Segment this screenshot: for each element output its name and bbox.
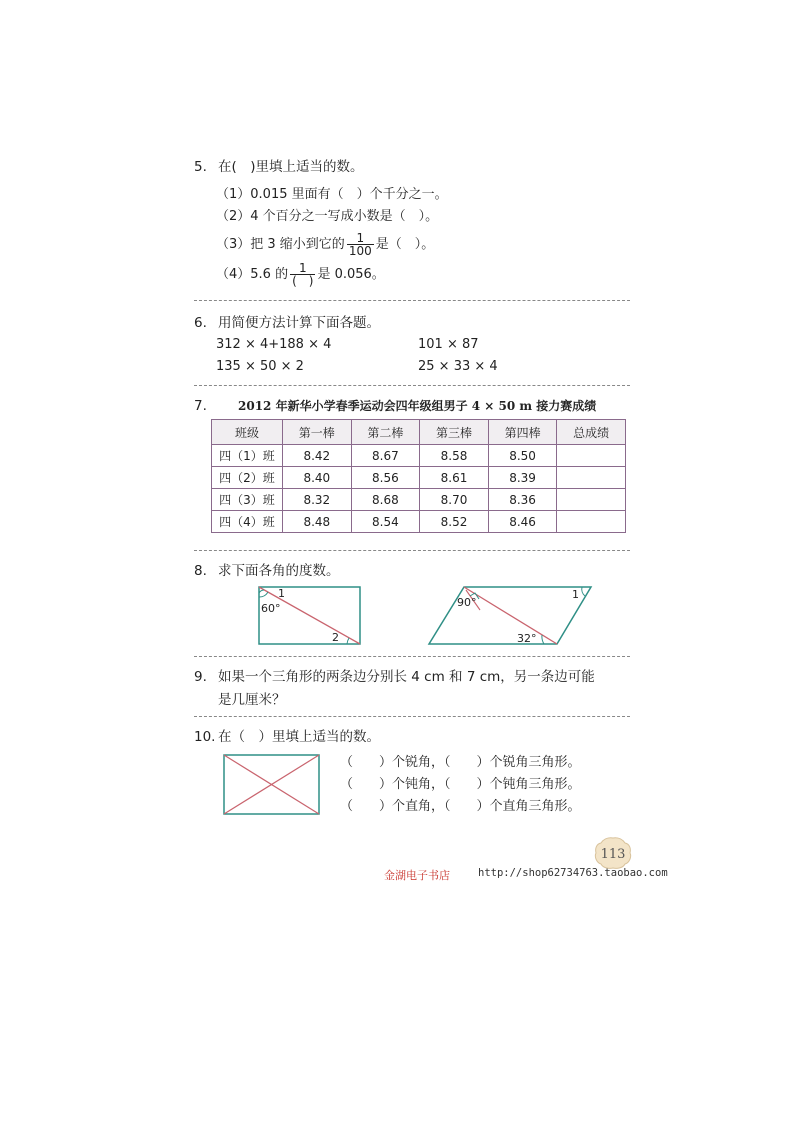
table-header: 第一棒 [283,420,352,445]
angle-label-60: 60° [261,602,281,615]
table-row [212,445,626,467]
table-cell: 8.48 [283,511,352,533]
angle-label-1: 1 [572,588,579,601]
table-cell: 8.68 [351,489,420,511]
table-cell: 8.39 [488,467,557,489]
divider [194,300,630,301]
q7-number: 7. [194,398,207,414]
q5-item-4-fraction [290,262,315,287]
angle-label-1: 1 [278,587,285,600]
rectangle-cross-diagram [222,753,322,817]
angle-label-90: 90° [457,596,477,609]
table-cell-blank[interactable] [557,511,626,533]
q10-line-1: （ ）个锐角，（ ）个锐角三角形。 [340,755,581,770]
q6-number: 6. [194,315,207,331]
table-header: 班级 [212,420,283,445]
table-header: 第三棒 [420,420,489,445]
angle-label-2: 2 [332,631,339,644]
q7-table-caption: 2012 年新华小学春季运动会四年级组男子 4 × 50 m 接力赛成绩 [238,399,597,413]
q6-expr-3: 135 × 50 × 2 [216,359,304,374]
relay-results-table [211,419,626,533]
q5-item-3-text: （3）把 3 缩小到它的 [216,236,345,252]
store-name: 金湖电子书店 [384,869,450,882]
q8-number: 8. [194,563,207,579]
table-header: 第四棒 [488,420,557,445]
table-cell: 8.40 [283,467,352,489]
q9-line-1: 如果一个三角形的两条边分别长 4 cm 和 7 cm，另一条边可能 [218,669,595,685]
divider [194,385,630,386]
angle-arc-2 [347,638,349,644]
table-cell: 8.36 [488,489,557,511]
q5-item-3-tail: 是（ ）。 [375,236,435,252]
q10-line-3: （ ）个直角，（ ）个直角三角形。 [340,799,581,814]
table-header-row [212,420,626,445]
angle-arc-1 [582,587,585,596]
q9-number: 9. [194,669,207,685]
table-cell: 8.52 [420,511,489,533]
rectangle-diagonal [259,587,360,644]
q6-expr-1: 312 × 4+188 × 4 [216,337,332,352]
table-row [212,489,626,511]
angle-arc-60 [259,592,268,597]
table-cell: 四（2）班 [212,467,283,489]
q10-number: 10. [194,729,216,745]
parallelogram-diagram [424,582,596,648]
table-row [212,467,626,489]
store-url: http://shop62734763.taobao.com [478,867,668,879]
q5-title: 在( )里填上适当的数。 [218,159,364,175]
table-cell: 8.70 [420,489,489,511]
q10-title: 在（ ）里填上适当的数。 [218,729,380,745]
fraction-denominator: 100 [348,244,372,258]
q5-item-3-fraction [347,232,374,257]
table-cell-blank[interactable] [557,445,626,467]
table-cell: 8.32 [283,489,352,511]
fraction-numerator: 1 [298,261,307,275]
page-number-badge [594,836,632,870]
divider [194,716,630,717]
divider [194,550,630,551]
q5-item-4-tail: 是 0.056。 [317,266,385,282]
q5-item-4 [216,262,385,287]
rectangle-diagram [250,582,370,648]
table-cell: 8.58 [420,445,489,467]
table-cell: 8.61 [420,467,489,489]
fraction-denominator: ( ) [292,274,314,288]
table-cell: 8.46 [488,511,557,533]
q6-expr-2: 101 × 87 [418,337,479,352]
divider [194,656,630,657]
table-cell-blank[interactable] [557,467,626,489]
table-cell: 四（1）班 [212,445,283,467]
table-cell: 8.50 [488,445,557,467]
q5-item-2: （2）4 个百分之一写成小数是（ ）。 [216,209,439,224]
page-number: 113 [600,847,626,862]
q10-line-2: （ ）个钝角，（ ）个钝角三角形。 [340,777,581,792]
table-cell: 8.56 [351,467,420,489]
table-cell: 四（4）班 [212,511,283,533]
fraction-numerator: 1 [356,231,365,245]
q5-number: 5. [194,159,207,175]
parallelogram-diagonal [464,587,557,644]
q9-line-2: 是几厘米？ [218,692,286,708]
table-header: 第二棒 [351,420,420,445]
q5-item-4-text: （4）5.6 的 [216,266,289,282]
q5-item-1: （1）0.015 里面有（ ）个千分之一。 [216,187,448,202]
q8-title: 求下面各角的度数。 [218,563,340,579]
table-header: 总成绩 [557,420,626,445]
table-cell: 8.67 [351,445,420,467]
table-cell-blank[interactable] [557,489,626,511]
table-row [212,511,626,533]
angle-label-32: 32° [517,632,537,645]
q6-expr-4: 25 × 33 × 4 [418,359,498,374]
q5-item-3 [216,232,434,257]
table-cell: 四（3）班 [212,489,283,511]
table-cell: 8.42 [283,445,352,467]
table-cell: 8.54 [351,511,420,533]
q6-title: 用简便方法计算下面各题。 [218,315,380,331]
